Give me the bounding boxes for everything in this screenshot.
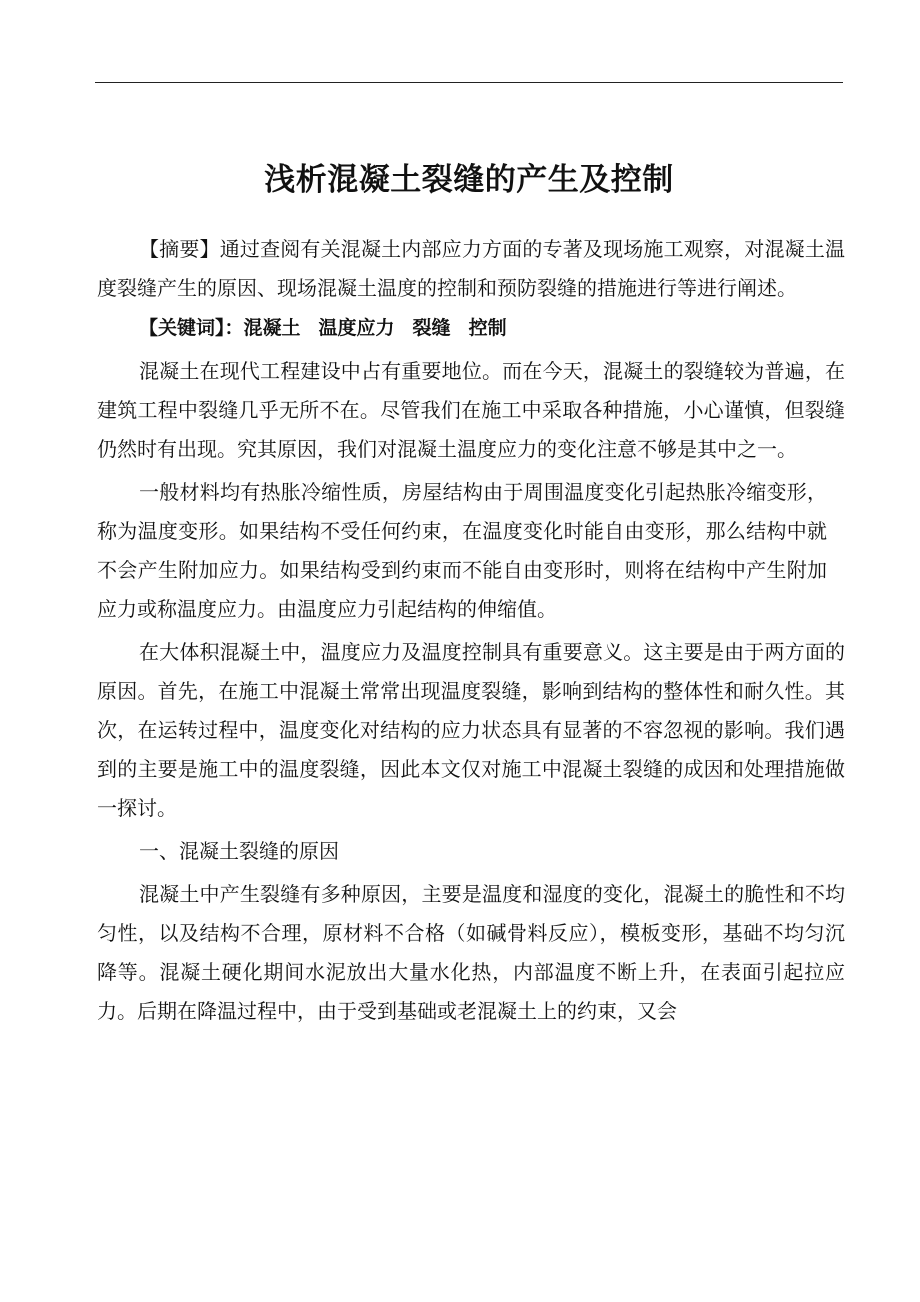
abstract-text: 通过查阅有关混凝土内部应力方面的专著及现场施工观察，对混凝土温度裂缝产生的原因、现场混凝土温度的控制和预防裂缝的措施进行等进行阐述。 (97, 237, 846, 300)
body-paragraph: 在大体积混凝土中，温度应力及温度控制具有重要意义。这主要是由于两方面的原因。首先，在施工中混凝土常常出现温度裂缝，影响到结构的整体性和耐久性。其次，在运转过程中，温度变化对结构的应力状态具有显著的不容忽视的影响。我们遇到的主要是施工中的温度裂缝，因此本文仅对施工中混凝土裂缝的成因和处理措施做一探讨。 (97, 640, 845, 820)
keyword-term: 控制 (468, 317, 507, 339)
keywords-label: 【关键词】： (139, 317, 244, 339)
keyword-term: 混凝土 (243, 317, 301, 339)
header-rule (95, 82, 843, 83)
body-paragraph: 一般材料均有热胀冷缩性质，房屋结构由于周围温度变化引起热胀冷缩变形，称为温度变形。如果结构不受任何约束，在温度变化时能自由变形，那么结构中就不会产生附加应力。如果结构受到约束而不能自由变形时，则将在结构中产生附加应力或称温度应力。由温度应力引起结构的伸缩值。 (97, 480, 827, 621)
abstract-paragraph (97, 230, 845, 308)
section-paragraph: 混凝土中产生裂缝有多种原因，主要是温度和湿度的变化，混凝土的脆性和不均匀性，以及结构不合理，原材料不合格（如碱骨料反应），模板变形，基础不均匀沉降等。混凝土硬化期间水泥放出大量水化热，内部温度不断上升，在表面引起拉应力。后期在降温过程中，由于受到基础或老混凝土上的约束，又会 (97, 882, 845, 1023)
body-paragraph: 混凝土在现代工程建设中占有重要地位。而在今天，混凝土的裂缝较为普遍，在建筑工程中裂缝几乎无所不在。尽管我们在施工中采取各种措施，小心谨慎，但裂缝仍然时有出现。究其原因，我们对混凝土温度应力的变化注意不够是其中之一。 (97, 359, 845, 461)
document-body (97, 230, 845, 1031)
page-title: 浅析混凝土裂缝的产生及控制 (264, 162, 674, 198)
keyword-term: 裂缝 (412, 317, 451, 339)
keyword-term: 温度应力 (318, 317, 395, 339)
abstract-label: 【摘要】 (139, 237, 220, 261)
keywords-line (97, 310, 845, 346)
section-heading: 一、混凝土裂缝的原因 (139, 839, 339, 863)
